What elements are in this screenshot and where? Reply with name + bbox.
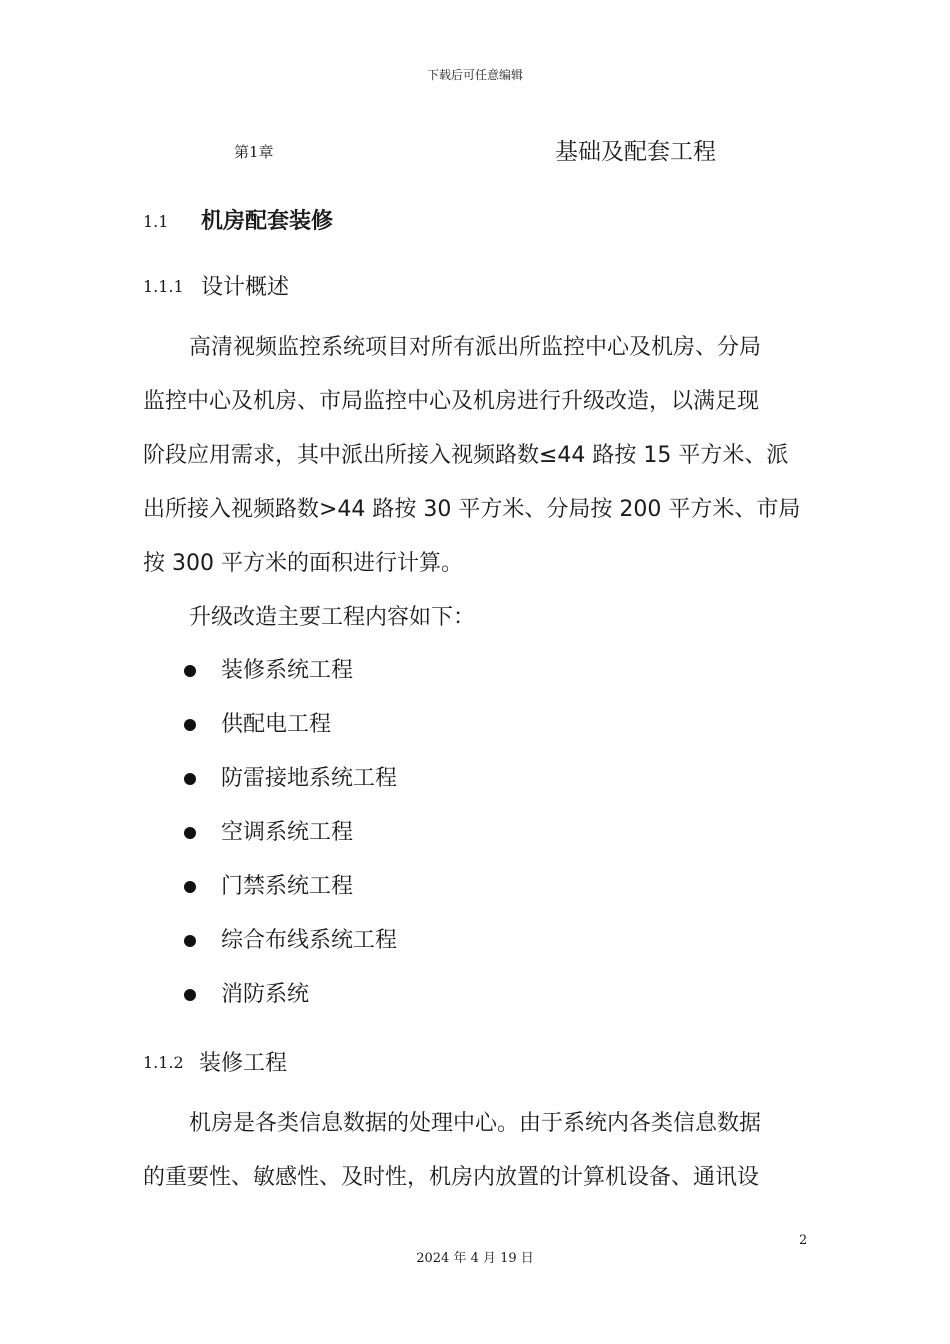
bullet-icon	[184, 935, 196, 947]
list-item	[178, 698, 397, 752]
bullet-icon	[184, 773, 196, 785]
paragraph-line: 出所接入视频路数>44 路按 30 平方米、分局按 200 平方米、市局	[143, 497, 801, 522]
list-item	[178, 752, 397, 806]
bullet-icon	[184, 665, 196, 677]
list-item-label: 供配电工程	[221, 712, 332, 737]
section-number: 1.1	[143, 212, 169, 231]
bullet-icon	[184, 827, 196, 839]
paragraph-intro-list	[143, 591, 823, 645]
list-item	[178, 914, 397, 968]
list-item	[178, 860, 397, 914]
page-number: 2	[799, 1233, 808, 1248]
list-item	[178, 644, 397, 698]
list-item-label: 综合布线系统工程	[221, 928, 398, 953]
page-footer-date: 2024 年 4 月 19 日	[416, 1251, 534, 1266]
paragraph-line: 监控中心及机房、市局监控中心及机房进行升级改造，以满足现	[143, 389, 760, 414]
list-item	[178, 968, 397, 1022]
subsection-number: 1.1.2	[143, 1053, 184, 1072]
list-item-label: 防雷接地系统工程	[221, 766, 398, 791]
bullet-icon	[184, 881, 196, 893]
subsection-number: 1.1.1	[143, 277, 184, 296]
bullet-list	[178, 644, 397, 1022]
list-item-label: 装修系统工程	[221, 658, 354, 683]
paragraph-overview	[143, 321, 823, 591]
subsection-title: 装修工程	[199, 1051, 288, 1076]
list-item	[178, 806, 397, 860]
chapter-title: 基础及配套工程	[555, 139, 716, 165]
paragraph-line: 升级改造主要工程内容如下：	[189, 605, 476, 630]
bullet-icon	[184, 719, 196, 731]
paragraph-decoration	[143, 1097, 823, 1205]
paragraph-line: 高清视频监控系统项目对所有派出所监控中心及机房、分局	[189, 335, 762, 360]
paragraph-line: 按 300 平方米的面积进行计算。	[143, 551, 463, 576]
chapter-number: 第1章	[234, 143, 274, 161]
section-title: 机房配套装修	[201, 209, 334, 234]
paragraph-line: 的重要性、敏感性、及时性，机房内放置的计算机设备、通讯设	[143, 1165, 760, 1190]
paragraph-line: 阶段应用需求，其中派出所接入视频路数≤44 路按 15 平方米、派	[143, 443, 789, 468]
subsection-title: 设计概述	[201, 275, 290, 300]
list-item-label: 空调系统工程	[221, 820, 354, 845]
list-item-label: 消防系统	[221, 982, 310, 1007]
list-item-label: 门禁系统工程	[221, 874, 354, 899]
page-header: 下载后可任意编辑	[426, 68, 523, 82]
bullet-icon	[184, 989, 196, 1001]
paragraph-line: 机房是各类信息数据的处理中心。由于系统内各类信息数据	[189, 1111, 762, 1136]
